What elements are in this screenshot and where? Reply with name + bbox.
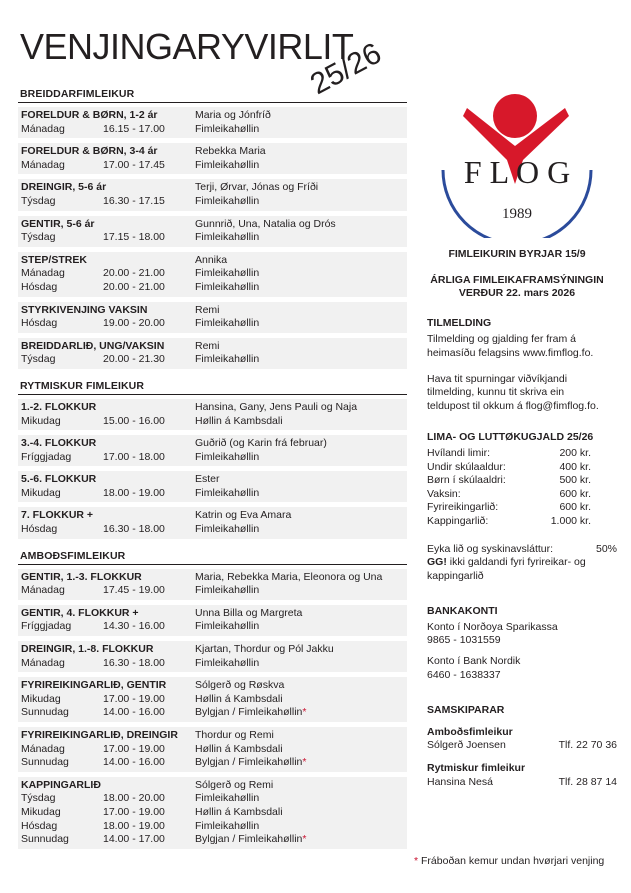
- session-day: Hósdag: [21, 280, 58, 293]
- session-row: [21, 123, 404, 137]
- session-time: 18.00 - 20.00: [103, 792, 165, 805]
- bank-heading: BANKAKONTI: [427, 605, 498, 618]
- session-place: [195, 756, 404, 770]
- session-row: [21, 806, 404, 820]
- class-block: [18, 302, 407, 333]
- fee-value: 500 kr.: [559, 474, 591, 487]
- class-block: [18, 569, 407, 600]
- fee-row: [427, 461, 591, 475]
- session-place: [195, 353, 404, 367]
- registration-text-1: Tilmelding og gjalding fer fram á: [427, 333, 577, 346]
- session-place-text: Bylgjan / Fimleikahøllin: [195, 833, 303, 846]
- class-header-row: [21, 729, 404, 743]
- session-time: 18.00 - 19.00: [103, 486, 165, 499]
- gg-note-2: kappingarlið: [427, 569, 484, 582]
- fee-label: Vaksin:: [427, 487, 461, 500]
- session-place: [195, 584, 404, 598]
- session-place: [195, 523, 404, 537]
- session-day: Týsdag: [21, 792, 56, 805]
- session-day: Fríggjadag: [21, 620, 72, 633]
- question-text-3: teldupost til okkum á flog@fimflog.fo.: [427, 399, 599, 412]
- session-place-text: Fimleikahøllin: [195, 231, 260, 244]
- discount-label: Eyka lið og syskinavsláttur:: [427, 542, 554, 555]
- contact-list: [427, 726, 617, 789]
- coach-names: Gunnrið, Una, Natalia og Drós: [195, 217, 336, 230]
- session-time: 14.00 - 16.00: [103, 706, 165, 719]
- class-block: [18, 507, 407, 538]
- session-place: [195, 706, 404, 720]
- footnote-marker: *: [302, 706, 307, 719]
- session-place-text: Fimleikahøllin: [195, 280, 260, 293]
- fee-label: Kappingarlið:: [427, 514, 489, 527]
- session-place-text: Fimleikahøllin: [195, 158, 260, 171]
- coach-names: Maria og Jónfríð: [195, 109, 271, 121]
- flog-logo: [433, 86, 601, 238]
- registration-text-2b: .: [590, 346, 594, 359]
- class-header-row: [21, 218, 404, 232]
- fee-list: [427, 447, 591, 529]
- coach-names: Kjartan, Thordur og Pól Jakku: [195, 643, 334, 656]
- session-row: [21, 195, 404, 209]
- fee-label: Hvílandi limir:: [427, 446, 491, 459]
- class-name: FYRIREIKINGARLIÐ, GENTIR: [21, 679, 167, 692]
- session-time: 16.30 - 18.00: [103, 523, 165, 536]
- session-time: 14.30 - 16.00: [103, 620, 165, 633]
- coach-names: Katrin og Eva Amara: [195, 509, 292, 522]
- coach-names: Terji, Ørvar, Jónas og Fríði: [195, 181, 319, 194]
- session-place: [195, 231, 404, 245]
- fee-value: 1.000 kr.: [550, 514, 591, 527]
- contact-line: [427, 776, 617, 790]
- session-place-text: Høllin á Kambsdali: [195, 692, 283, 705]
- class-block: [18, 216, 407, 247]
- fee-row: [427, 488, 591, 502]
- session-day: Hósdag: [21, 523, 58, 536]
- fee-label: Børn í skúlaaldri:: [427, 474, 506, 487]
- coach-names: Rebekka Maria: [195, 145, 266, 158]
- session-row: [21, 657, 404, 671]
- footnote-text: Fráboðan kemur undan hvørjari venjing: [418, 855, 605, 867]
- class-header-row: [21, 571, 404, 585]
- session-time: 17.15 - 18.00: [103, 231, 165, 244]
- class-name: FORELDUR & BØRN, 1-2 ár: [21, 109, 158, 121]
- class-header-row: [21, 109, 404, 123]
- show-line-2: VERÐUR 22. mars 2026: [458, 287, 576, 300]
- question-text-1: Hava tit spurningar viðvíkjandi: [427, 372, 568, 385]
- session-row: [21, 706, 404, 720]
- session-place: [195, 487, 404, 501]
- fee-value: 200 kr.: [559, 446, 591, 459]
- session-day: Sunnudag: [21, 706, 69, 719]
- session-place-text: Fimleikahøllin: [195, 450, 260, 463]
- session-row: [21, 487, 404, 501]
- class-name: FYRIREIKINGARLIÐ, DREINGIR: [21, 729, 178, 741]
- class-header-row: [21, 181, 404, 195]
- coach-names: Hansina, Gany, Jens Pauli og Naja: [195, 400, 358, 413]
- session-time: 17.00 - 19.00: [103, 805, 165, 818]
- session-place: [195, 451, 404, 465]
- session-place-text: Høllin á Kambsdali: [195, 805, 283, 818]
- footnote-marker: *: [302, 833, 307, 846]
- bank-1-number: 9865 - 1031559: [427, 634, 501, 647]
- session-row: [21, 415, 404, 429]
- bank-2-number: 6460 - 1638337: [427, 668, 501, 681]
- registration-heading: TILMELDING: [427, 316, 492, 329]
- info-column: [417, 248, 617, 798]
- contact-line: [427, 739, 617, 753]
- session-place: [195, 792, 404, 806]
- class-name: FORELDUR & BØRN, 3-4 ár: [21, 145, 158, 158]
- session-day: Týsdag: [21, 194, 56, 207]
- section-heading: AMBOÐSFIMLEIKUR: [18, 548, 407, 565]
- session-place: [195, 123, 404, 137]
- contact-phone: Tlf. 28 87 14: [558, 775, 617, 788]
- coach-names: Thordur og Remi: [195, 729, 274, 741]
- session-time: 20.00 - 21.00: [103, 280, 165, 293]
- session-day: Hósdag: [21, 317, 58, 330]
- fee-row: [427, 501, 591, 515]
- session-day: Hósdag: [21, 819, 58, 832]
- gg-text-1: ikki galdandi fyri fyrireikar- og: [446, 556, 586, 569]
- session-day: Sunnudag: [21, 833, 69, 846]
- start-date: FIMLEIKURIN BYRJAR 15/9: [448, 248, 586, 260]
- session-place: [195, 317, 404, 331]
- session-day: Týsdag: [21, 231, 56, 244]
- session-place: [195, 820, 404, 834]
- fee-row: [427, 447, 591, 461]
- session-time: 17.00 - 17.45: [103, 158, 165, 171]
- session-time: 17.00 - 19.00: [103, 692, 165, 705]
- session-place: [195, 415, 404, 429]
- session-day: Mánadag: [21, 122, 65, 135]
- session-row: [21, 281, 404, 295]
- class-header-row: [21, 401, 404, 415]
- class-name: GENTIR, 5-6 ár: [21, 217, 95, 230]
- session-day: Mánadag: [21, 158, 65, 171]
- contact-role: Amboðsfimleikur: [427, 725, 513, 738]
- session-time: 16.30 - 17.15: [103, 194, 165, 207]
- session-day: Mikudag: [21, 692, 61, 705]
- coach-names: Sólgerð og Remi: [195, 778, 274, 791]
- question-text-2: tilmelding, kunnu tit skriva ein: [427, 386, 565, 399]
- logo-text: F L O G: [463, 154, 571, 190]
- class-name: 5.-6. FLOKKUR: [21, 473, 97, 486]
- fee-label: Fyrireikingarlið:: [427, 501, 499, 514]
- session-time: 17.00 - 18.00: [103, 450, 165, 463]
- fee-value: 600 kr.: [559, 487, 591, 500]
- coach-names: Guðrið (og Karin frá februar): [195, 437, 327, 450]
- session-day: Týsdag: [21, 353, 56, 366]
- season-label: 25/26: [305, 36, 387, 102]
- website-link[interactable]: www.fimflog.fo: [522, 346, 591, 359]
- contact-name: Hansina Nesá: [427, 775, 493, 788]
- session-row: [21, 451, 404, 465]
- session-day: Mánadag: [21, 742, 65, 755]
- class-block: [18, 107, 407, 138]
- session-day: Mikudag: [21, 414, 61, 427]
- session-time: 14.00 - 17.00: [103, 833, 165, 846]
- footnote-star: *: [414, 855, 419, 867]
- logo-red-head: [493, 94, 537, 138]
- coach-names: Sólgerð og Røskva: [195, 679, 285, 692]
- contact-name: Sólgerð Joensen: [427, 739, 506, 752]
- session-row: [21, 267, 404, 281]
- coach-names: Maria, Rebekka Maria, Eleonora og Una: [195, 570, 383, 583]
- discount-row: [427, 543, 617, 557]
- session-day: Mikudag: [21, 486, 61, 499]
- class-block: [18, 338, 407, 369]
- session-place-text: Fimleikahøllin: [195, 486, 260, 499]
- footnote: [414, 855, 604, 867]
- session-place-text: Fimleikahøllin: [195, 656, 260, 669]
- section-heading: RYTMISKUR FIMLEIKUR: [18, 378, 407, 395]
- class-block: [18, 605, 407, 636]
- class-block: [18, 641, 407, 672]
- class-name: BREIDDARLIÐ, UNG/VAKSIN: [21, 339, 165, 352]
- footnote-marker: *: [302, 756, 307, 769]
- session-time: 20.00 - 21.30: [103, 353, 165, 366]
- session-day: Mánadag: [21, 584, 65, 597]
- session-row: [21, 833, 404, 847]
- session-place-text: Fimleikahøllin: [195, 353, 260, 366]
- coach-names: Annika: [195, 253, 228, 266]
- session-row: [21, 820, 404, 834]
- class-block: [18, 727, 407, 772]
- coach-names: Ester: [195, 473, 220, 486]
- session-place-text: Bylgjan / Fimleikahøllin: [195, 756, 303, 769]
- session-place-text: Fimleikahøllin: [195, 267, 260, 280]
- session-time: 18.00 - 19.00: [103, 819, 165, 832]
- session-place-text: Fimleikahøllin: [195, 819, 260, 832]
- session-row: [21, 693, 404, 707]
- class-block: [18, 252, 407, 297]
- class-block: [18, 179, 407, 210]
- session-day: Fríggjadag: [21, 450, 72, 463]
- fee-heading: LIMA- OG LUTTØKUGJALD 25/26: [427, 431, 594, 444]
- session-place: [195, 743, 404, 757]
- session-time: 17.00 - 19.00: [103, 742, 165, 755]
- session-place-text: Fimleikahøllin: [195, 584, 260, 597]
- session-time: 17.45 - 19.00: [103, 584, 165, 597]
- session-row: [21, 756, 404, 770]
- session-time: 15.00 - 16.00: [103, 414, 165, 427]
- session-place-text: Bylgjan / Fimleikahøllin: [195, 706, 303, 719]
- class-name: STEP/STREK: [21, 253, 87, 266]
- bank-2-name: Konto í Bank Nordik: [427, 655, 521, 668]
- gg-note-1: [427, 556, 617, 570]
- page-title: VENJINGARYVIRLIT: [20, 26, 354, 67]
- class-name: GENTIR, 1.-3. FLOKKUR: [21, 570, 142, 583]
- contact-entry: [427, 726, 617, 753]
- session-place: [195, 267, 404, 281]
- session-place: [195, 159, 404, 173]
- contact-role: Rytmiskur fimleikur: [427, 762, 526, 775]
- session-place: [195, 657, 404, 671]
- session-row: [21, 743, 404, 757]
- contact-phone: Tlf. 22 70 36: [558, 739, 617, 752]
- session-row: [21, 620, 404, 634]
- session-row: [21, 317, 404, 331]
- class-name: 3.-4. FLOKKUR: [21, 437, 97, 450]
- contact-heading: SAMSKIPARAR: [427, 704, 505, 717]
- schedule-column: [18, 86, 407, 854]
- session-place: [195, 620, 404, 634]
- fee-row: [427, 515, 591, 529]
- session-time: 16.30 - 18.00: [103, 656, 165, 669]
- session-time: 16.15 - 17.00: [103, 122, 165, 135]
- session-place-text: Fimleikahøllin: [195, 317, 260, 330]
- class-header-row: [21, 607, 404, 621]
- class-header-row: [21, 340, 404, 354]
- class-name: DREINGIR, 1.-8. FLOKKUR: [21, 643, 154, 656]
- fee-label: Undir skúlaaldur:: [427, 460, 506, 473]
- class-header-row: [21, 679, 404, 693]
- class-header-row: [21, 145, 404, 159]
- class-header-row: [21, 473, 404, 487]
- session-place-text: Fimleikahøllin: [195, 620, 260, 633]
- session-place: [195, 281, 404, 295]
- session-row: [21, 231, 404, 245]
- class-name: 7. FLOKKUR +: [21, 509, 94, 522]
- discount-value: 50%: [595, 542, 617, 555]
- class-header-row: [21, 304, 404, 318]
- coach-names: Remi: [195, 303, 220, 316]
- class-header-row: [21, 643, 404, 657]
- class-name: STYRKIVENJING VAKSIN: [21, 303, 148, 316]
- class-name: DREINGIR, 5-6 ár: [21, 181, 107, 194]
- class-name: KAPPINGARLIÐ: [21, 778, 101, 791]
- logo-year: 1989: [502, 206, 532, 222]
- class-block: [18, 399, 407, 430]
- session-place-text: Fimleikahøllin: [195, 122, 260, 135]
- class-block: [18, 777, 407, 849]
- session-row: [21, 159, 404, 173]
- class-block: [18, 143, 407, 174]
- class-header-row: [21, 437, 404, 451]
- show-line-1: ÁRLIGA FIMLEIKAFRAMSÝNINGIN: [430, 273, 604, 286]
- session-place-text: Fimleikahøllin: [195, 523, 260, 536]
- session-place: [195, 195, 404, 209]
- coach-names: Unna Billa og Margreta: [195, 606, 303, 619]
- contact-entry: [427, 762, 617, 789]
- session-time: 20.00 - 21.00: [103, 267, 165, 280]
- registration-text-2a: heimasíðu felagsins: [427, 346, 523, 359]
- session-place-text: Høllin á Kambsdali: [195, 742, 283, 755]
- class-block: [18, 471, 407, 502]
- coach-names: Remi: [195, 339, 220, 352]
- session-row: [21, 792, 404, 806]
- session-day: Mánadag: [21, 656, 65, 669]
- fee-value: 600 kr.: [559, 501, 591, 514]
- session-row: [21, 523, 404, 537]
- fee-row: [427, 474, 591, 488]
- session-day: Mánadag: [21, 267, 65, 280]
- class-header-row: [21, 779, 404, 793]
- class-name: 1.-2. FLOKKUR: [21, 400, 97, 413]
- session-row: [21, 353, 404, 367]
- session-place: [195, 833, 404, 847]
- gg-bold: GG!: [427, 556, 447, 569]
- session-time: 19.00 - 20.00: [103, 317, 165, 330]
- class-block: [18, 435, 407, 466]
- session-day: Mikudag: [21, 805, 61, 818]
- session-row: [21, 584, 404, 598]
- class-header-row: [21, 509, 404, 523]
- session-place-text: Fimleikahøllin: [195, 792, 260, 805]
- session-place: [195, 806, 404, 820]
- session-time: 14.00 - 16.00: [103, 756, 165, 769]
- class-header-row: [21, 254, 404, 268]
- session-day: Sunnudag: [21, 756, 69, 769]
- session-place-text: Høllin á Kambsdali: [195, 414, 283, 427]
- class-block: [18, 677, 407, 722]
- section-heading: BREIDDARFIMLEIKUR: [18, 86, 407, 103]
- fee-value: 400 kr.: [559, 460, 591, 473]
- class-name: GENTIR, 4. FLOKKUR +: [21, 606, 139, 619]
- bank-1-name: Konto í Norðoya Sparikassa: [427, 620, 558, 633]
- registration-text-2: [427, 347, 617, 361]
- session-place-text: Fimleikahøllin: [195, 194, 260, 207]
- session-place: [195, 693, 404, 707]
